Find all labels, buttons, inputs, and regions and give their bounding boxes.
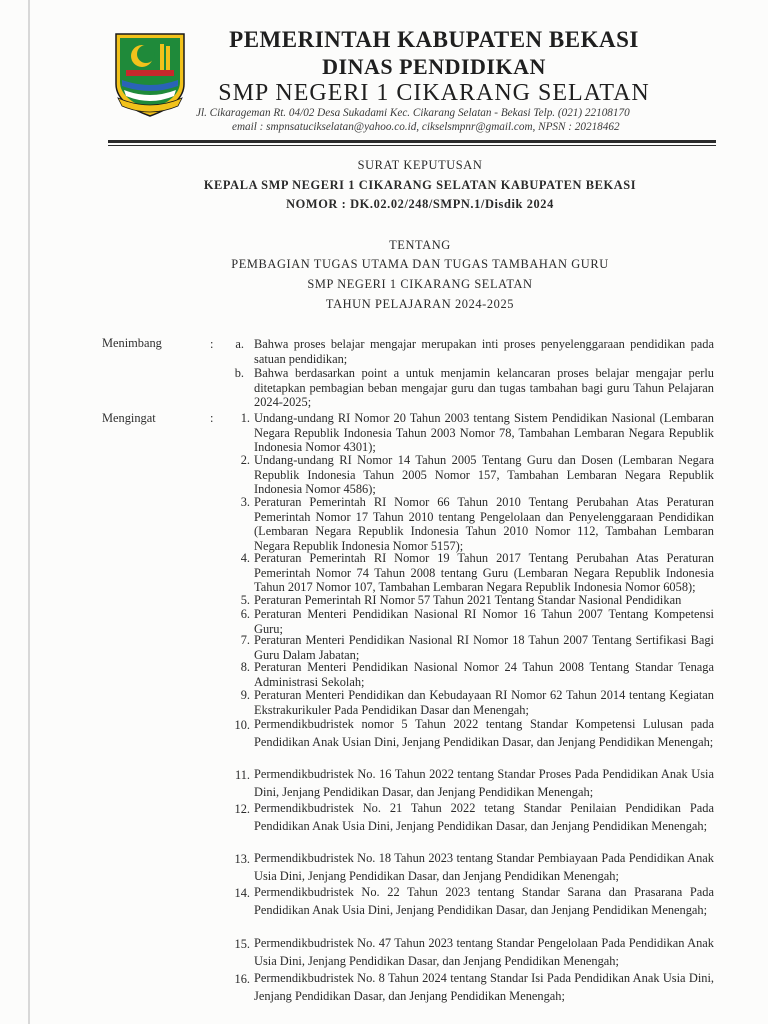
list-item-marker: 2. (240, 453, 250, 467)
list-item-marker: 9. (240, 688, 250, 702)
letterhead-rule-thin (108, 145, 716, 146)
list-item-marker: a. (235, 337, 244, 351)
section-label-menimbang: Menimbang (102, 336, 162, 350)
doc-subject-2: SMP NEGERI 1 CIKARANG SELATAN (307, 277, 533, 291)
list-item-marker: 11. (234, 768, 250, 782)
doc-subject-3: TAHUN PELAJARAN 2024-2025 (325, 297, 515, 311)
list-item: Undang-undang RI Nomor 20 Tahun 2003 tentang Sistem Pendidikan Nasional (Lembaran Negara Republik Indonesia Tahun 2003 Nomor 78, Tambahan Lembaran Negara Republik Indonesia Nomor 4301); (254, 411, 714, 454)
letterhead-contact: email : smpnsatucikselatan@yahoo.co.id, cikselsmpnr@gmail.com, NPSN : 20218462 (232, 121, 620, 133)
section-label-mengingat: Mengingat (102, 411, 156, 425)
scan-edge-line (28, 0, 30, 1024)
letterhead-department: DINAS PENDIDIKAN (322, 54, 546, 79)
doc-issuer: KEPALA SMP NEGERI 1 CIKARANG SELATAN KABUPATEN BEKASI (203, 178, 637, 192)
list-item-marker: b. (234, 366, 244, 380)
list-item: Peraturan Pemerintah RI Nomor 19 Tahun 2017 Tentang Perubahan Atas Peraturan Pemerintah Nomor 74 Tahun 2008 tentang Guru (Lembaran Negara Republik Indonesia Tahun 2017 Nomor 107, Tambahan Lembaran Negara Republik Indonesia Nomor 6058); (254, 551, 714, 594)
list-item-marker: 7. (240, 633, 250, 647)
list-item: Permendikbudristek No. 47 Tahun 2023 tentang Standar Pengelolaan Pada Pendidikan Anak Usia Dini, Jenjang Pendidikan Dasar, dan Jenjang Pendidikan Menengah; (254, 936, 714, 968)
list-item-marker: 4. (240, 551, 250, 565)
section-colon: : (210, 337, 214, 351)
list-item-marker: 15. (234, 937, 250, 951)
list-item: Bahwa berdasarkan point a untuk menjamin kelancaran proses belajar mengajar perlu ditetapkan pembagian beban mengajar guru dan tugas tambahan bagi guru Tahun Pelajaran 2024-2025; (254, 366, 714, 409)
letterhead-rule (108, 140, 716, 143)
list-item-marker: 12. (234, 802, 250, 816)
letterhead-school: SMP NEGERI 1 CIKARANG SELATAN (218, 80, 650, 106)
list-item-marker: 13. (234, 852, 250, 866)
list-item: Peraturan Menteri Pendidikan Nasional RI Nomor 16 Tahun 2007 Tentang Kompetensi Guru; (254, 607, 714, 636)
kabupaten-bekasi-emblem (112, 32, 188, 118)
list-item: Permendikbudristek No. 18 Tahun 2023 tentang Standar Pembiayaan Pada Pendidikan Anak Usia Dini, Jenjang Pendidikan Dasar, dan Jenjang Pendidikan Menengah; (254, 851, 714, 883)
list-item: Permendikbudristek No. 16 Tahun 2022 tentang Standar Proses Pada Pendidikan Anak Usia Dini, Jenjang Pendidikan Dasar, dan Jenjang Pendidikan Menengah; (254, 767, 714, 799)
list-item-marker: 16. (234, 972, 250, 986)
list-item: Undang-undang RI Nomor 14 Tahun 2005 Tentang Guru dan Dosen (Lembaran Negara Republik Indonesia Tahun 2005 Nomor 157, Tambahan Lembaran Negara Republik Indonesia Nomor 4586); (254, 453, 714, 496)
doc-about: TENTANG (389, 238, 451, 252)
doc-number: NOMOR : DK.02.02/248/SMPN.1/Disdik 2024 (286, 197, 554, 211)
list-item-marker: 10. (234, 718, 250, 732)
letterhead-government: PEMERINTAH KABUPATEN BEKASI (229, 27, 639, 52)
list-item: Peraturan Pemerintah RI Nomor 66 Tahun 2010 Tentang Perubahan Atas Peraturan Pemerintah Nomor 17 Tahun 2010 tentang Pengelolaan dan Penyelenggaraan Pendidikan (Lembaran Negara Republik Indonesia Tahun 2010 Nomor 112, Tambahan Lembaran Negara Republik Indonesia Nomor 5157); (254, 495, 714, 553)
doc-subject-1: PEMBAGIAN TUGAS UTAMA DAN TUGAS TAMBAHAN GURU (231, 257, 609, 271)
list-item: Permendikbudristek No. 21 Tahun 2022 tetang Standar Penilaian Pendidikan Pada Pendidikan Anak Usia Dini, Jenjang Pendidikan Dasar, dan Jenjang Pendidikan Menengah; (254, 801, 714, 833)
list-item-marker: 14. (234, 886, 250, 900)
list-item: Permendikbudristek nomor 5 Tahun 2022 tentang Standar Kompetensi Lulusan pada Pendidikan Anak Usian Dini, Jenjang Pendidikan Dasar, dan Jenjang Pendidikan Menengah; (254, 717, 714, 749)
list-item: Peraturan Menteri Pendidikan dan Kebudayaan RI Nomor 62 Tahun 2014 tentang Kegiatan Ekstrakurikuler Pada Pendidikan Dasar dan Menengah; (254, 688, 714, 717)
list-item-marker: 8. (240, 660, 250, 674)
list-item-marker: 5. (240, 593, 250, 607)
list-item: Peraturan Pemerintah RI Nomor 57 Tahun 2021 Tentang Standar Nasional Pendidikan (254, 593, 682, 607)
list-item: Peraturan Menteri Pendidikan Nasional RI Nomor 18 Tahun 2007 Tentang Sertifikasi Bagi Guru Dalam Jabatan; (254, 633, 714, 662)
list-item: Bahwa proses belajar mengajar merupakan inti proses penyelenggaraan pendidikan pada satuan pendidikan; (254, 337, 714, 366)
list-item-marker: 6. (240, 607, 250, 621)
list-item: Permendikbudristek No. 8 Tahun 2024 tentang Standar Isi Pada Pendidikan Anak Usia Dini, Jenjang Pendidikan Dasar, dan Jenjang Pendidikan Menengah; (254, 971, 714, 1003)
section-colon: : (210, 411, 214, 425)
letterhead-address: Jl. Cikarageman Rt. 04/02 Desa Sukadami Kec. Cikarang Selatan - Bekasi Telp. (021) 22108170 (196, 107, 630, 119)
list-item: Peraturan Menteri Pendidikan Nasional Nomor 24 Tahun 2008 Tentang Standar Tenaga Administrasi Sekolah; (254, 660, 714, 689)
list-item-marker: 1. (240, 411, 250, 425)
doc-type: SURAT KEPUTUSAN (357, 158, 483, 172)
list-item-marker: 3. (240, 495, 250, 509)
list-item: Permendikbudristek No. 22 Tahun 2023 tentang Standar Sarana dan Prasarana Pada Pendidikan Anak Usia Dini, Jenjang Pendidikan Dasar, dan Jenjang Pendidikan Menengah; (254, 885, 714, 917)
